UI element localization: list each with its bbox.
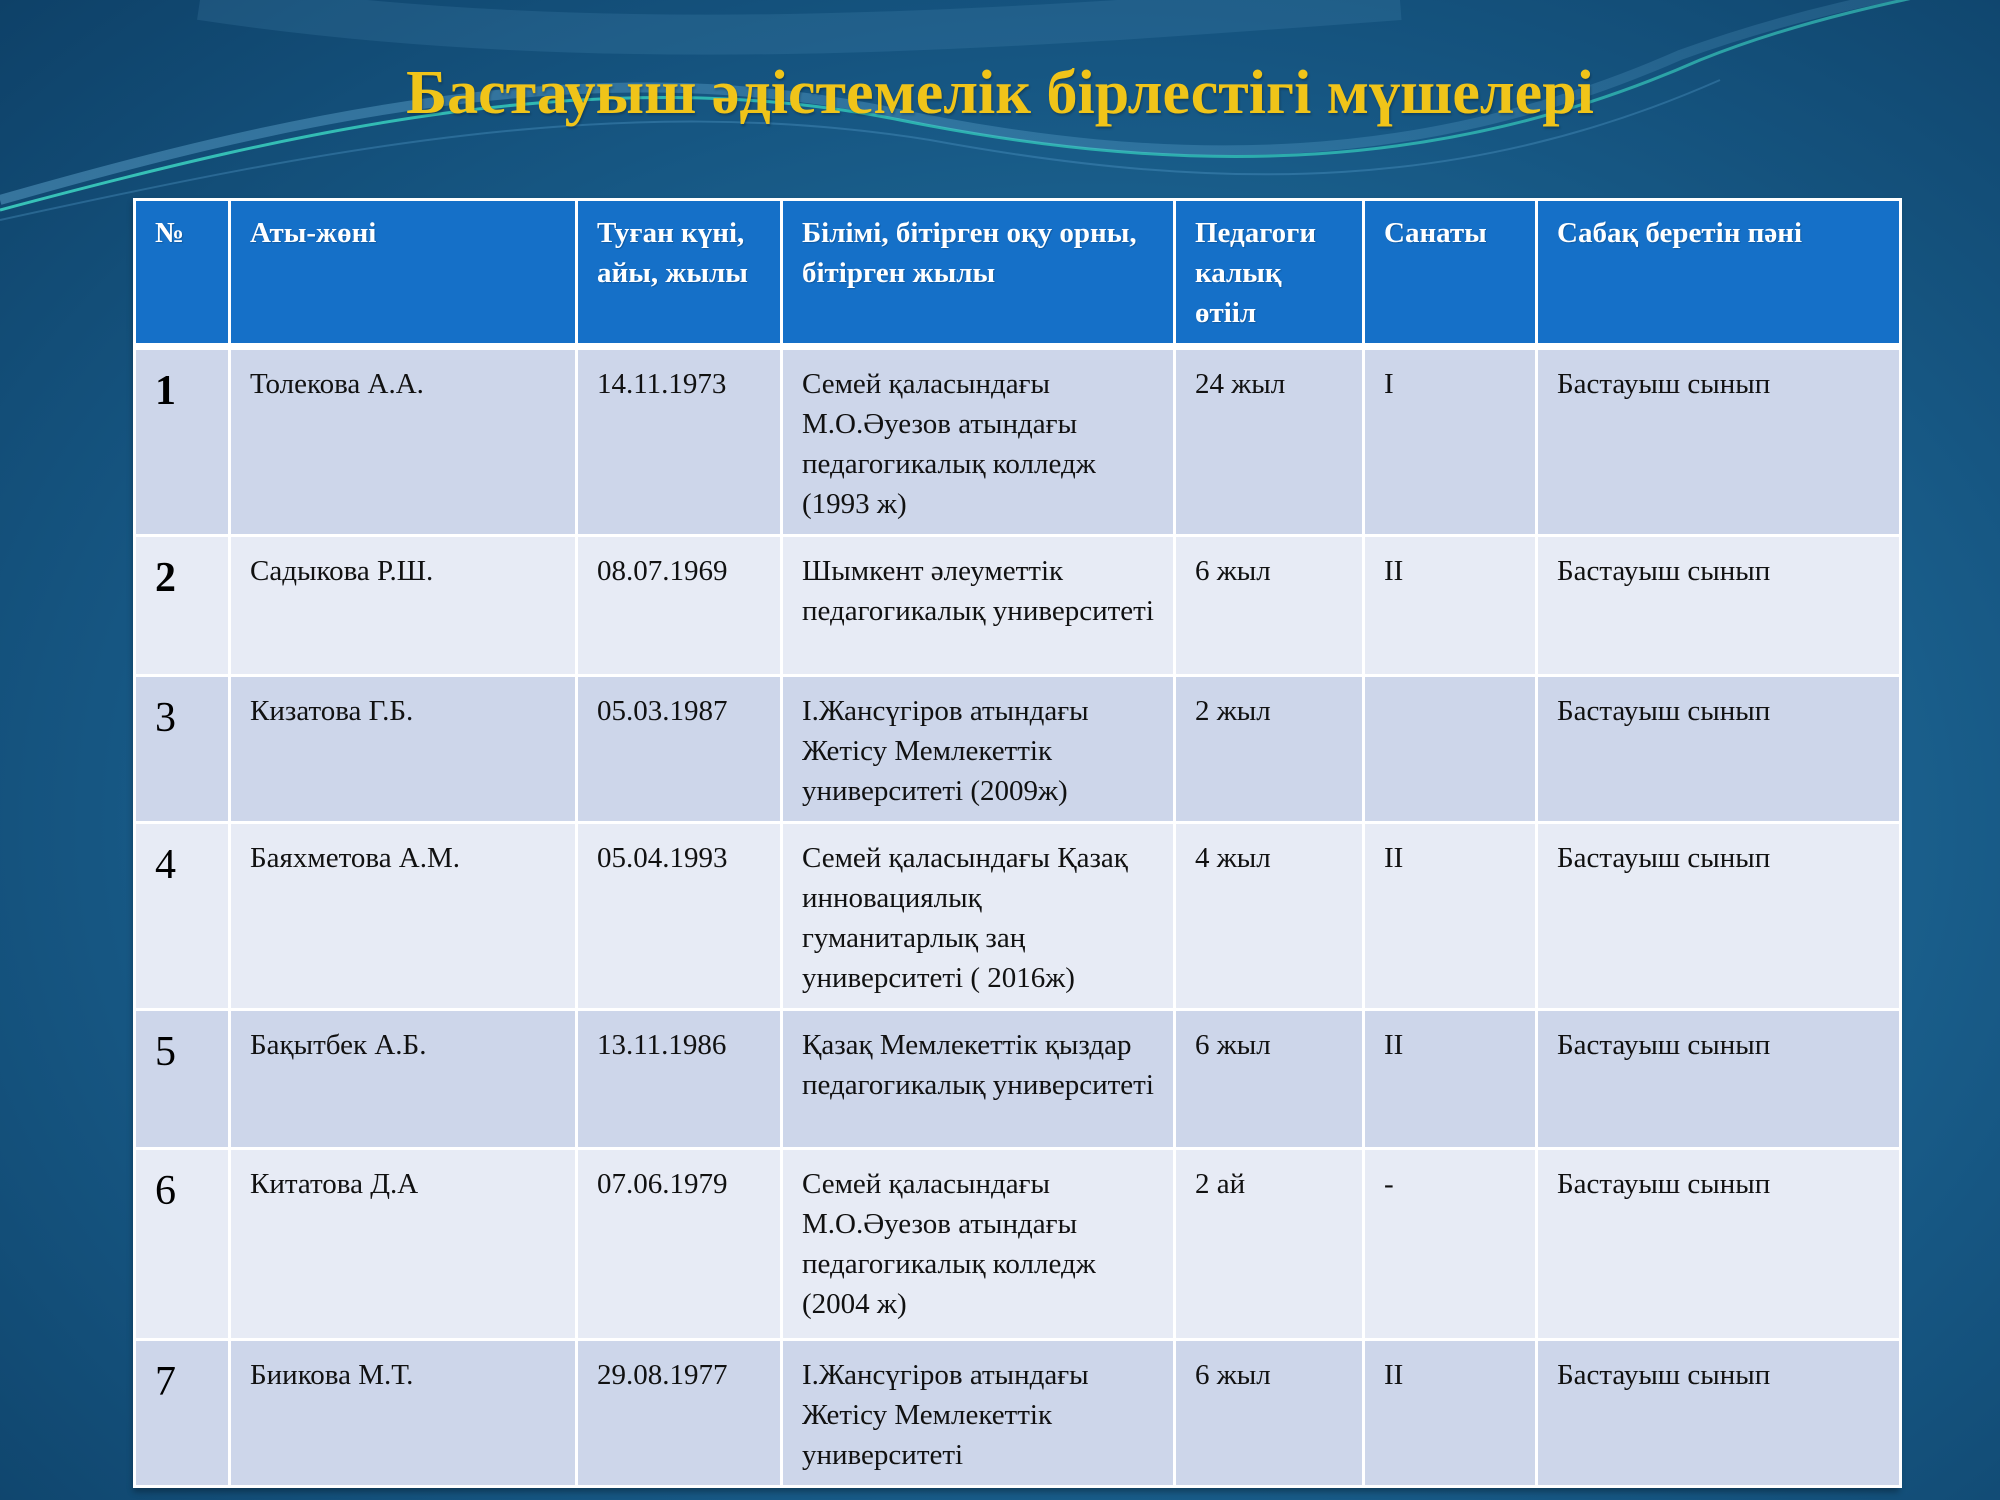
- row-number: 5: [135, 1010, 230, 1149]
- member-name: Кизатова Г.Б.: [230, 676, 577, 823]
- member-name: Бақытбек А.Б.: [230, 1010, 577, 1149]
- member-name: Китатова Д.А: [230, 1149, 577, 1340]
- subject: Бастауыш сынып: [1537, 536, 1901, 676]
- birth-date: 05.03.1987: [577, 676, 782, 823]
- row-number: 3: [135, 676, 230, 823]
- table-header-row: [135, 200, 1901, 347]
- category: II: [1364, 823, 1537, 1010]
- experience: 6 жыл: [1175, 1010, 1364, 1149]
- row-number: 6: [135, 1149, 230, 1340]
- header-number: №: [135, 200, 230, 347]
- row-number: 7: [135, 1340, 230, 1487]
- members-table-container: [133, 198, 1899, 1488]
- experience: 6 жыл: [1175, 536, 1364, 676]
- category: II: [1364, 536, 1537, 676]
- table-row: [135, 823, 1901, 1010]
- row-number: 2: [135, 536, 230, 676]
- subject: Бастауыш сынып: [1537, 1340, 1901, 1487]
- education: Семей қаласындағы М.О.Әуезов атындағы педагогикалық колледж (2004 ж): [782, 1149, 1175, 1340]
- member-name: Толекова А.А.: [230, 347, 577, 536]
- experience: 4 жыл: [1175, 823, 1364, 1010]
- row-number: 4: [135, 823, 230, 1010]
- table-row: [135, 536, 1901, 676]
- experience: 2 ай: [1175, 1149, 1364, 1340]
- members-table: [133, 198, 1902, 1488]
- birth-date: 14.11.1973: [577, 347, 782, 536]
- birth-date: 08.07.1969: [577, 536, 782, 676]
- member-name: Садыкова Р.Ш.: [230, 536, 577, 676]
- header-birth-date: Туған күні, айы, жылы: [577, 200, 782, 347]
- category: II: [1364, 1010, 1537, 1149]
- education: Семей қаласындағы М.О.Әуезов атындағы педагогикалық колледж (1993 ж): [782, 347, 1175, 536]
- table-row: [135, 347, 1901, 536]
- subject: Бастауыш сынып: [1537, 676, 1901, 823]
- table-row: [135, 1340, 1901, 1487]
- education: Шымкент әлеуметтік педагогикалық университеті: [782, 536, 1175, 676]
- member-name: Баяхметова А.М.: [230, 823, 577, 1010]
- slide-title: Бастауыш әдістемелік бірлестігі мүшелері: [406, 59, 1594, 127]
- header-experience: Педагоги калық өтіiл: [1175, 200, 1364, 347]
- birth-date: 13.11.1986: [577, 1010, 782, 1149]
- table-row: [135, 1149, 1901, 1340]
- education: І.Жансүгіров атындағы Жетісу Мемлекеттік университеті (2009ж): [782, 676, 1175, 823]
- subject: Бастауыш сынып: [1537, 823, 1901, 1010]
- experience: 24 жыл: [1175, 347, 1364, 536]
- education: І.Жансүгіров атындағы Жетісу Мемлекеттік университеті: [782, 1340, 1175, 1487]
- experience: 6 жыл: [1175, 1340, 1364, 1487]
- header-full-name: Аты-жөні: [230, 200, 577, 347]
- row-number: 1: [135, 347, 230, 536]
- subject: Бастауыш сынып: [1537, 1149, 1901, 1340]
- header-category: Санаты: [1364, 200, 1537, 347]
- header-education: Білімі, бітірген оқу орны, бітірген жылы: [782, 200, 1175, 347]
- category: [1364, 676, 1537, 823]
- table-row: [135, 676, 1901, 823]
- birth-date: 29.08.1977: [577, 1340, 782, 1487]
- subject: Бастауыш сынып: [1537, 1010, 1901, 1149]
- education: Қазақ Мемлекеттік қыздар педагогикалық университеті: [782, 1010, 1175, 1149]
- education: Семей қаласындағы Қазақ инновациялық гуманитарлық заң университеті ( 2016ж): [782, 823, 1175, 1010]
- subject: Бастауыш сынып: [1537, 347, 1901, 536]
- birth-date: 05.04.1993: [577, 823, 782, 1010]
- table-row: [135, 1010, 1901, 1149]
- category: II: [1364, 1340, 1537, 1487]
- header-subject: Сабақ беретін пәні: [1537, 200, 1901, 347]
- birth-date: 07.06.1979: [577, 1149, 782, 1340]
- category: -: [1364, 1149, 1537, 1340]
- experience: 2 жыл: [1175, 676, 1364, 823]
- category: I: [1364, 347, 1537, 536]
- member-name: Биикова М.Т.: [230, 1340, 577, 1487]
